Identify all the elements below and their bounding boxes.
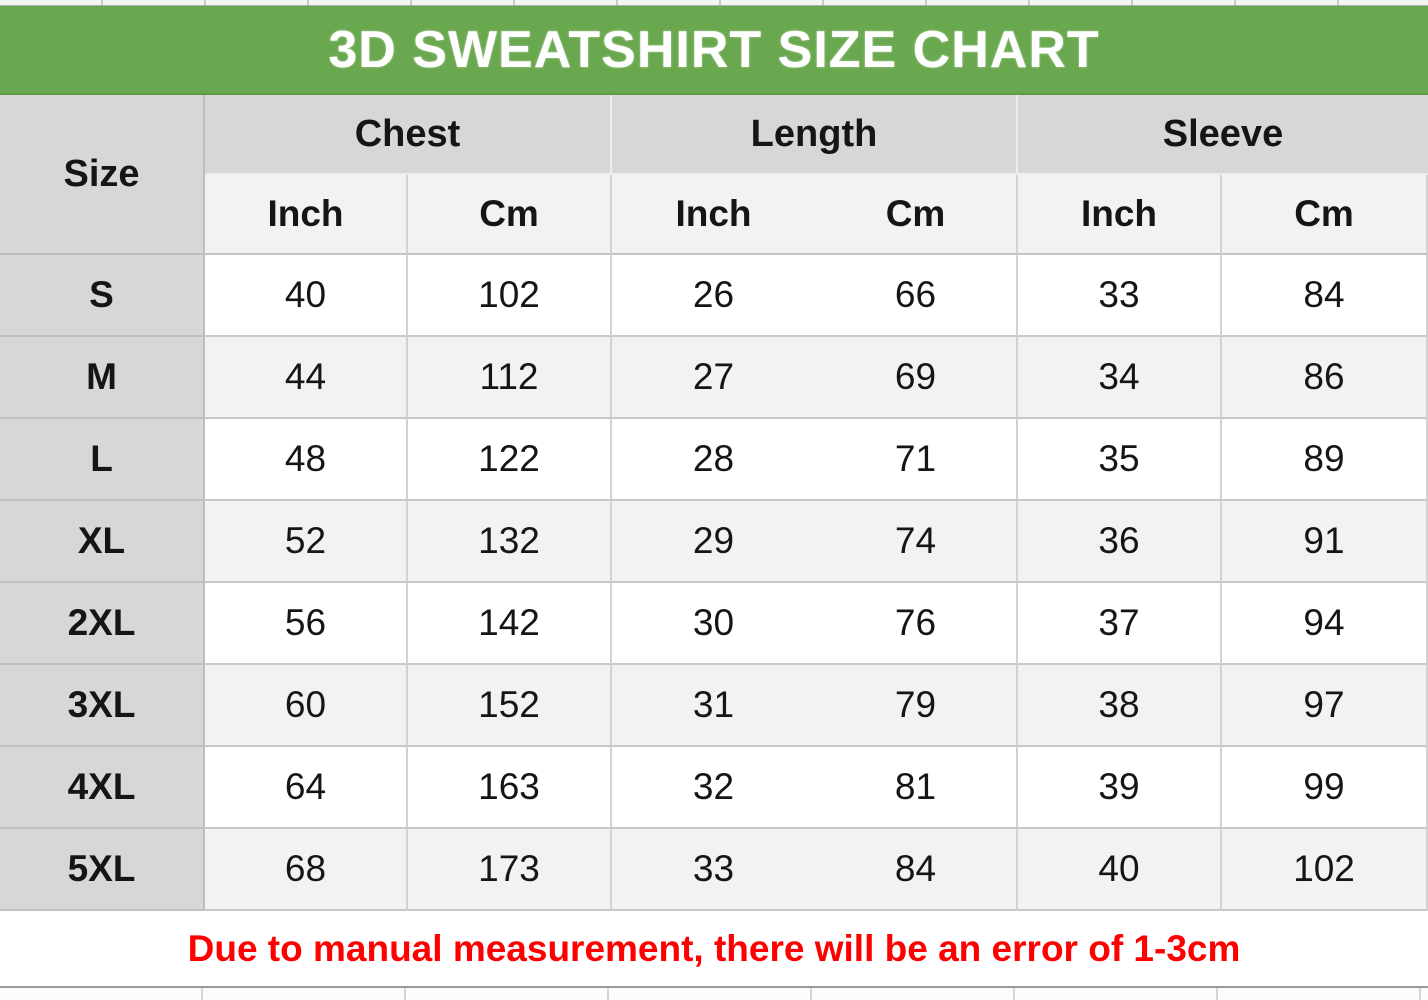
table-cell: 60 xyxy=(205,665,408,747)
table-cell: 173 xyxy=(408,829,612,911)
table-cell: 26 xyxy=(612,255,815,337)
length-inch-header: Inch xyxy=(612,175,815,255)
table-cell: 99 xyxy=(1222,747,1428,829)
table-cell: 36 xyxy=(1018,501,1222,583)
table-cell: 32 xyxy=(612,747,815,829)
chest-group-header: Chest xyxy=(205,95,612,175)
table-cell: 152 xyxy=(408,665,612,747)
table-cell: 30 xyxy=(612,583,815,665)
table-cell: 33 xyxy=(1018,255,1222,337)
table-cell: 122 xyxy=(408,419,612,501)
table-cell: 40 xyxy=(205,255,408,337)
table-cell: 112 xyxy=(408,337,612,419)
table-cell: 94 xyxy=(1222,583,1428,665)
size-label-xl: XL xyxy=(0,501,205,583)
table-cell: 64 xyxy=(205,747,408,829)
size-label-5xl: 5XL xyxy=(0,829,205,911)
table-cell: 102 xyxy=(408,255,612,337)
size-label-s: S xyxy=(0,255,205,337)
table-cell: 28 xyxy=(612,419,815,501)
table-cell: 163 xyxy=(408,747,612,829)
table-cell: 84 xyxy=(1222,255,1428,337)
table-cell: 102 xyxy=(1222,829,1428,911)
table-cell: 89 xyxy=(1222,419,1428,501)
length-group-header: Length xyxy=(612,95,1018,175)
table-cell: 69 xyxy=(815,337,1018,419)
table-cell: 34 xyxy=(1018,337,1222,419)
table-cell: 81 xyxy=(815,747,1018,829)
table-cell: 29 xyxy=(612,501,815,583)
table-cell: 27 xyxy=(612,337,815,419)
table-cell: 132 xyxy=(408,501,612,583)
size-label-4xl: 4XL xyxy=(0,747,205,829)
sleeve-inch-header: Inch xyxy=(1018,175,1222,255)
table-cell: 142 xyxy=(408,583,612,665)
table-cell: 66 xyxy=(815,255,1018,337)
size-label-m: M xyxy=(0,337,205,419)
table-cell: 31 xyxy=(612,665,815,747)
size-table xyxy=(0,95,1428,911)
table-cell: 48 xyxy=(205,419,408,501)
spreadsheet-grid-bottom-strip xyxy=(0,988,1428,1000)
table-cell: 40 xyxy=(1018,829,1222,911)
table-cell: 84 xyxy=(815,829,1018,911)
table-cell: 76 xyxy=(815,583,1018,665)
size-label-3xl: 3XL xyxy=(0,665,205,747)
chest-inch-header: Inch xyxy=(205,175,408,255)
table-cell: 52 xyxy=(205,501,408,583)
size-label-2xl: 2XL xyxy=(0,583,205,665)
table-cell: 56 xyxy=(205,583,408,665)
size-column-header: Size xyxy=(0,95,205,255)
sleeve-cm-header: Cm xyxy=(1222,175,1428,255)
size-label-l: L xyxy=(0,419,205,501)
title-banner xyxy=(0,6,1428,95)
table-cell: 74 xyxy=(815,501,1018,583)
length-cm-header: Cm xyxy=(815,175,1018,255)
table-cell: 38 xyxy=(1018,665,1222,747)
measurement-note-row xyxy=(0,911,1428,988)
sleeve-group-header: Sleeve xyxy=(1018,95,1428,175)
table-cell: 39 xyxy=(1018,747,1222,829)
table-cell: 44 xyxy=(205,337,408,419)
table-cell: 91 xyxy=(1222,501,1428,583)
chest-cm-header: Cm xyxy=(408,175,612,255)
table-cell: 79 xyxy=(815,665,1018,747)
measurement-note-text: Due to manual measurement, there will be an error of 1-3cm xyxy=(187,927,1241,969)
table-cell: 33 xyxy=(612,829,815,911)
table-cell: 71 xyxy=(815,419,1018,501)
table-cell: 68 xyxy=(205,829,408,911)
table-cell: 97 xyxy=(1222,665,1428,747)
page-title: 3D SWEATSHIRT SIZE CHART xyxy=(328,20,1100,79)
table-cell: 35 xyxy=(1018,419,1222,501)
table-cell: 37 xyxy=(1018,583,1222,665)
table-cell: 86 xyxy=(1222,337,1428,419)
